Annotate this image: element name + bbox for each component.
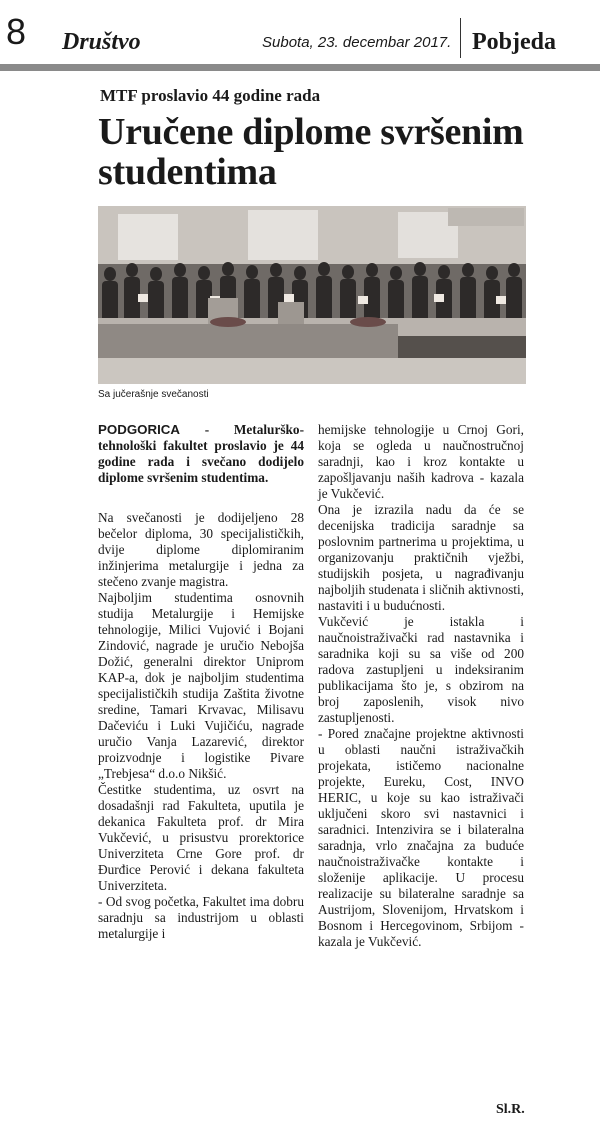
page-number: 8 xyxy=(6,11,27,52)
body-paragraph: Čestitke studentima, uz osvrt na dosadašnji rad Fakulteta, uputila je dekanica Fakulteta prof. dr Mira Vukčević, u prisustvu prorektorice Univerziteta Crne Gore prof. dr Đurđice Perović i dekana fakulteta Univerziteta. xyxy=(98,782,304,893)
body-paragraph: hemijske tehnologije u Crnoj Gori, koja se ogleda u naučnostručnoj saradnji, kao i kroz kontakte u zapošljavanju naših kadrova - kazala je Vukčević. xyxy=(318,422,524,501)
dateline: PODGORICA xyxy=(98,422,181,437)
article-lead xyxy=(98,422,304,486)
section-name: Društvo xyxy=(62,29,141,55)
article-kicker: MTF proslavio 44 godine rada xyxy=(100,86,321,105)
issue-date: Subota, 23. decembar 2017. xyxy=(262,34,452,51)
photo-caption: Sa jučerašnje svečanosti xyxy=(98,389,209,400)
body-paragraph: Najboljim studentima osnovnih studija Metalurgije i Hemijske tehnologije, Milici Vujović i Bojani Zindović, nagrade je uručio Nebojša Dožić, generalni direktor Uniprom KAP-a, dok je najboljim studentima specijalističkih studija Zaštita životne sredine, Tamari Krvavac, Milisavu Dačeviću i Luki Vujičiću, nagrade uručio Vanja Lazarević, direktor proizvodnje i logistike Pivare „Trebjesa“ d.o.o Nikšić. xyxy=(98,590,304,781)
ceremony-photo xyxy=(98,206,526,384)
header-rule xyxy=(0,64,600,71)
article-column-left xyxy=(98,422,304,942)
lead-text: - Metalurško-tehnološki fakultet proslavio je 44 godine rada i svečano dodijelo diplome svršenim studentima. xyxy=(98,422,304,485)
body-paragraph: - Pored značajne projektne aktivnosti u oblasti naučni istraživačkih projekata, ističemo nacionalne projekte, Eureku, Cost, INVO HERIC, u koje su kao istraživači uključeni skoro svi nastavnici i saradnici. Intenzivira se i bilateralna saradnja, vrlo značajna za buduće naučnoistraživačke kontakte i složenije aplikacije. U procesu realizacije su bilateralne saradnje sa Austrijom, Slovenijom, Hrvatskom i Bosnom i Hercegovinom, Srbijom - kazala je Vukčević. xyxy=(318,726,524,949)
header-divider xyxy=(460,18,461,58)
article-column-right xyxy=(318,422,524,950)
newspaper-name: Pobjeda xyxy=(472,29,556,55)
author-signature: Sl.R. xyxy=(496,1102,525,1117)
body-paragraph: - Od svog početka, Fakultet ima dobru saradnju sa industrijom u oblasti metalurgije i xyxy=(98,894,304,941)
page-header xyxy=(0,0,600,70)
body-paragraph: Na svečanosti je dodijeljeno 28 bečelor diploma, 30 specijalističkih, dvije diplome diplomiranim inžinjerima metalurgije i jedna za stečeno zvanje magistra. xyxy=(98,510,304,589)
article-headline: Uručene diplome svršenim studentima xyxy=(98,111,524,193)
body-paragraph: Vukčević je istakla i naučnoistraživački rad nastavnika i saradnika koji su sa više od 200 radova zastupljeni u indeksiranim publikacijama što je, s obzirom na broj zaposlenih, visok nivo zastupljenosti. xyxy=(318,614,524,725)
body-paragraph: Ona je izrazila nadu da će se decenijska tradicija saradnje sa poslovnim partnerima u projektima, u organizovanju praktičnih vježbi, studijskih posjeta, u nagrađivanju najboljih studenata i sličnih aktivnosti, nastaviti i u budućnosti. xyxy=(318,502,524,613)
